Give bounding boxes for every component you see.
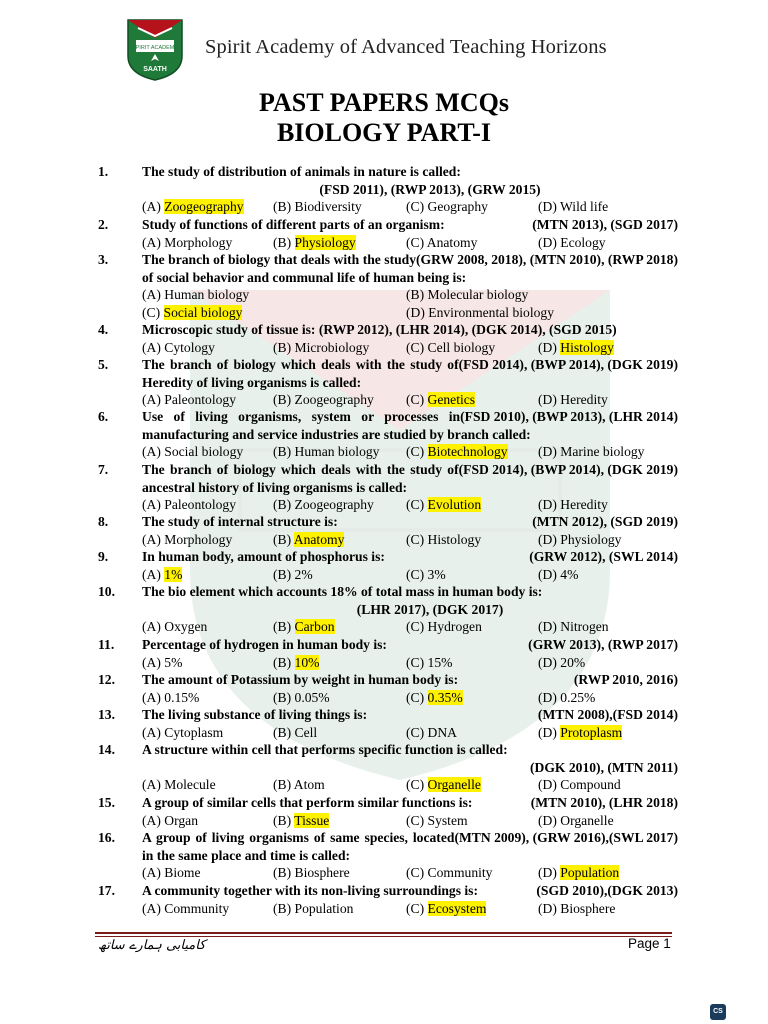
question-number: 9. [98,549,109,564]
exam-reference: (FSD 2010), (BWP 2013), (LHR 2014) [460,409,678,424]
correct-answer: Organelle [427,777,481,793]
mcq-item [98,356,678,409]
correct-answer: Histology [560,339,614,355]
option-c: (C) DNA [406,724,457,740]
option-label: (C) [406,900,428,916]
option-c [406,443,508,461]
question-text [142,671,678,689]
footer-rule [95,932,672,934]
question-number: 4. [98,322,109,337]
option-label: (B) [273,654,295,670]
option-d: (D) 20% [538,654,586,670]
option-c [406,496,481,514]
option-d: (D) Physiology [538,531,622,547]
option-b: (B) Zoogeography [273,497,374,513]
option-a: (A) Morphology [142,234,233,250]
question-stem: A group of similar cells that perform similar functions is: [142,795,473,810]
correct-answer: Social biology [163,304,243,320]
option-c [142,304,242,322]
svg-text:SPIRIT ACADEMY: SPIRIT ACADEMY [131,45,179,51]
options-row [142,198,678,216]
urdu-motto: کامیابی ہمارے ساتھ [98,938,206,953]
question-stem: The branch of biology which deals with the study of Heredity of living organisms is called: [142,357,459,390]
option-a: (A) 0.15% [142,689,200,705]
school-name: Spirit Academy of Advanced Teaching Horizons [205,36,607,58]
option-b: (B) Cell [273,724,318,740]
option-d: (D) Compound [538,777,621,793]
exam-reference: (MTN 2008),(FSD 2014) [537,707,678,722]
question-number: 1. [98,164,109,179]
option-a: (A) Human biology [142,287,250,303]
exam-reference: (GRW 2008, 2018), (MTN 2010), (RWP 2018) [416,252,678,267]
option-label: (A) [142,199,165,215]
mcq-item [98,794,678,829]
option-c: (C) 15% [406,654,453,670]
exam-reference: (RWP 2010, 2016) [573,672,678,687]
question-stem: Use of living organisms, system or processes in manufacturing and service industries are studied by branch called: [142,409,531,442]
question-text [142,251,678,286]
mcq-item [98,583,678,636]
exam-reference: (DGK 2010), (MTN 2011) [529,759,678,775]
options-row [142,286,678,304]
correct-answer: Ecosystem [427,900,487,916]
option-label: (C) [142,304,164,320]
exam-reference: (FSD 2011), (RWP 2013), (GRW 2015) [319,181,541,197]
options-row [142,618,678,636]
question-number: 7. [98,462,109,477]
option-d: (D) 0.25% [538,689,596,705]
option-d: (D) 4% [538,566,579,582]
option-a: (A) Community [142,900,230,916]
question-number: 12. [98,672,115,687]
option-c: (C) Histology [406,531,482,547]
exam-reference: (GRW 2012), (SWL 2014) [529,549,678,564]
question-stem: The living substance of living things is: [142,707,368,722]
mcq-item [98,321,678,356]
option-c: (C) System [406,812,468,828]
option-d: (D) Wild life [538,199,609,215]
option-c [406,776,481,794]
question-text [142,706,678,724]
option-d: (D) Biosphere [538,900,616,916]
mcq-item [98,408,678,461]
options-row [142,812,678,830]
option-b [273,654,319,672]
options-row [142,339,678,357]
correct-answer: Anatomy [293,531,345,547]
option-label: (D) [538,339,561,355]
correct-answer: Zoogeography [164,199,244,215]
option-d [538,864,619,882]
option-label: (B) [273,619,295,635]
question-stem: The branch of biology that deals with the study of social behavior and communal life of human being is: [142,252,467,285]
question-number: 3. [98,252,109,267]
page-number: Page 1 [628,936,671,951]
question-text [142,321,678,339]
question-number: 13. [98,707,115,722]
option-d: (D) Marine biology [538,444,645,460]
question-text [142,163,678,181]
question-text [142,461,678,496]
option-b [273,234,356,252]
option-label: (D) [538,724,561,740]
option-d [538,339,614,357]
option-a: (A) Cytoplasm [142,724,224,740]
question-text [142,829,678,864]
question-text [142,548,678,566]
exam-reference: (MTN 2010), (LHR 2018) [530,795,678,810]
correct-answer: Carbon [294,619,335,635]
mcq-item [98,216,678,251]
academy-logo [124,16,186,82]
question-number: 17. [98,883,115,898]
option-d: (D) Nitrogen [538,619,609,635]
option-c: (C) Cell biology [406,339,496,355]
question-text [142,636,678,654]
option-d: (D) Heredity [538,497,608,513]
option-a: (A) Paleontology [142,497,237,513]
mcq-item [98,741,678,794]
mcq-item [98,163,678,216]
question-text [142,513,678,531]
question-stem: The amount of Potassium by weight in human body is: [142,672,459,687]
option-d: (D) Ecology [538,234,606,250]
mcq-item [98,513,678,548]
correct-answer: Biotechnology [427,444,508,460]
options-row [142,776,678,794]
option-label: (C) [406,777,428,793]
mcq-item [98,251,678,321]
exam-reference: (SGD 2010),(DGK 2013) [536,883,678,898]
option-label: (D) [538,865,561,881]
question-stem: A structure within cell that performs specific function is called: [142,742,508,757]
option-b [273,618,335,636]
question-text [142,794,678,812]
correct-answer: 10% [294,654,320,670]
options-row [142,496,678,514]
question-stem: The study of internal structure is: [142,514,338,529]
question-stem: In human body, amount of phosphorus is: [142,549,385,564]
correct-answer: Protoplasm [560,724,623,740]
page-title: PAST PAPERS MCQs [259,88,509,117]
question-stem: A group of living organisms of same species, located in the same place and time is called: [142,830,455,863]
option-a: (A) Cytology [142,339,215,355]
correct-answer: Evolution [427,497,482,513]
option-d: (D) Heredity [538,392,608,408]
option-label: (B) [273,234,295,250]
mcq-item [98,461,678,514]
question-number: 10. [98,584,115,599]
option-d: (D) Organelle [538,812,614,828]
question-text [142,583,678,601]
option-a [142,198,244,216]
page-subtitle: BIOLOGY PART-I [276,118,492,147]
option-label: (B) [273,531,294,547]
question-number: 16. [98,830,115,845]
option-b: (B) Population [273,900,354,916]
question-text [142,741,678,759]
svg-text:SAATH: SAATH [143,66,167,73]
options-row [142,443,678,461]
option-b: (B) 0.05% [273,689,330,705]
option-a: (A) Biome [142,865,201,881]
option-a: (A) Social biology [142,444,244,460]
option-a [142,566,182,584]
option-b: (B) Microbiology [273,339,370,355]
mcq-item [98,548,678,583]
question-text [142,216,678,234]
options-row [142,864,678,882]
footer-rule-thin [95,936,672,937]
option-b: (B) Zoogeography [273,392,374,408]
option-c [406,689,463,707]
option-c: (C) 3% [406,566,446,582]
question-number: 15. [98,795,115,810]
question-stem: Percentage of hydrogen in human body is: [142,637,387,652]
options-row [142,689,678,707]
scanner-badge-icon: CS [710,1004,726,1020]
mcq-item [98,671,678,706]
options-row [142,391,678,409]
option-b: (B) Molecular biology [406,287,529,303]
option-b: (B) 2% [273,566,313,582]
question-text [142,356,678,391]
correct-answer: Genetics [427,392,476,408]
question-number: 2. [98,217,109,232]
correct-answer: 1% [164,566,183,582]
question-stem: The branch of biology which deals with the study of ancestral history of living organisms is called: [142,462,459,495]
option-c: (C) Community [406,865,493,881]
option-label: (C) [406,689,428,705]
options-row [142,234,678,252]
mcq-item [98,829,678,882]
option-label: (B) [273,812,295,828]
correct-answer: Tissue [294,812,330,828]
question-number: 14. [98,742,115,757]
option-c [406,900,486,918]
correct-answer: Population [560,865,620,881]
option-a: (A) 5% [142,654,183,670]
option-a: (A) Molecule [142,777,216,793]
question-stem: A community together with its non-living surroundings is: [142,883,478,898]
mcq-item [98,882,678,917]
option-label: (C) [406,497,428,513]
option-c: (C) Hydrogen [406,619,482,635]
exam-reference: (MTN 2012), (SGD 2019) [532,514,678,529]
question-stem: The bio element which accounts 18% of total mass in human body is: [142,584,543,599]
option-b [273,531,344,549]
question-stem: Study of functions of different parts of an organism: [142,217,445,232]
options-row [142,654,678,672]
option-d [538,724,622,742]
option-a: (A) Paleontology [142,392,237,408]
option-b: (B) Biodiversity [273,199,362,215]
question-text [142,408,678,443]
options-row [142,566,678,584]
option-c [406,391,475,409]
option-label: (C) [406,444,428,460]
mcq-item [98,706,678,741]
mcq-item [98,636,678,671]
option-a: (A) Organ [142,812,198,828]
option-a: (A) Oxygen [142,619,208,635]
option-label: (C) [406,392,428,408]
options-row [142,900,678,918]
exam-reference: (MTN 2009), (GRW 2016),(SWL 2017) [454,830,678,845]
question-number: 8. [98,514,109,529]
exam-reference: (FSD 2014), (BWP 2014), (DGK 2019) [458,357,678,372]
option-c: (C) Anatomy [406,234,478,250]
option-a: (A) Morphology [142,531,233,547]
options-row [142,724,678,742]
option-d: (D) Environmental biology [406,304,554,320]
option-b: (B) Atom [273,777,325,793]
option-b: (B) Human biology [273,444,380,460]
options-row [142,304,678,322]
option-b: (B) Biosphere [273,865,350,881]
exam-reference: (FSD 2014), (BWP 2014), (DGK 2019) [458,462,678,477]
correct-answer: Physiology [294,234,356,250]
correct-answer: 0.35% [427,689,463,705]
exam-reference: (LHR 2017), (DGK 2017) [356,601,504,617]
question-text [142,882,678,900]
option-c: (C) Geography [406,199,488,215]
question-stem: Microscopic study of tissue is: (RWP 2012), (LHR 2014), (DGK 2014), (SGD 2015) [142,322,617,337]
option-label: (A) [142,566,165,582]
exam-reference: (GRW 2013), (RWP 2017) [528,637,678,652]
question-number: 5. [98,357,109,372]
question-number: 11. [98,637,115,652]
options-row [142,531,678,549]
exam-reference: (MTN 2013), (SGD 2017) [532,217,678,232]
question-stem: The study of distribution of animals in nature is called: [142,164,461,179]
option-b [273,812,329,830]
question-number: 6. [98,409,109,424]
